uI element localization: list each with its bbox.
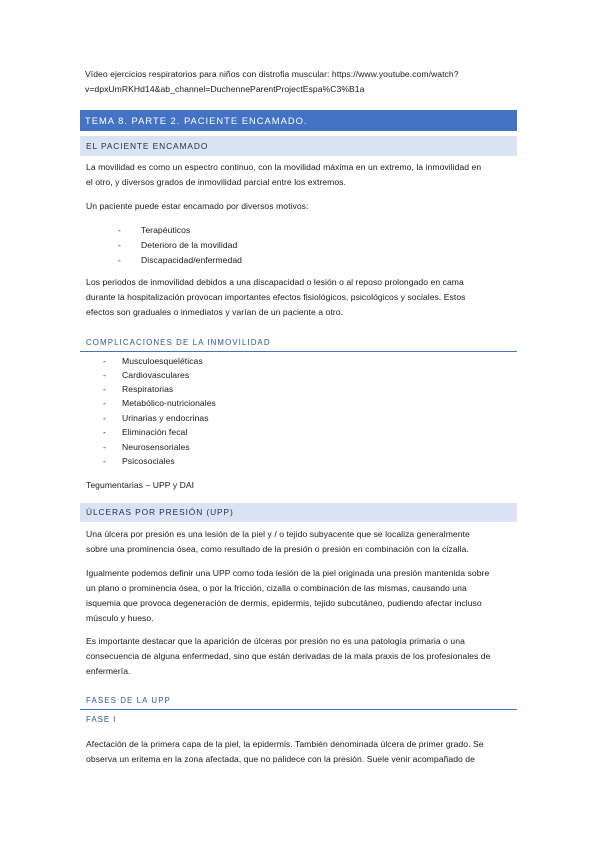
subheading-fase-1: FASE I <box>86 715 117 724</box>
paragraph-motivos-intro: Un paciente puede estar encamado por diversos motivos: <box>86 201 309 211</box>
paragraph-line: Los periodos de inmovilidad debidos a una discapacidad o lesión o al reposo prolongado en cama <box>86 277 464 287</box>
paragraph-upp-definicion-2 <box>86 566 511 626</box>
list-item-complicacion: - Respiratorias <box>122 382 173 397</box>
section-heading-encamado: EL PACIENTE ENCAMADO <box>80 136 517 156</box>
paragraph-upp-importancia <box>86 634 511 679</box>
intro-line-1[interactable]: Vídeo ejercicios respiratorios para niños con distrofia muscular: https://www.youtube.com/watch? <box>85 69 459 79</box>
tegumentarias-line: Tegumentarias – UPP y DAI <box>86 480 195 490</box>
intro-line-2[interactable]: v=dpxUmRKHd14&ab_channel=DuchenneParentProjectEspa%C3%B1a <box>85 84 365 94</box>
paragraph-line: efectos son graduales o inmediatos y varían de un paciente a otro. <box>86 307 343 317</box>
section-heading-fases: FASES DE LA UPP <box>80 696 517 710</box>
paragraph-line: Igualmente podemos definir una UPP como toda lesión de la piel originada una presión mantenida sobre <box>86 568 490 578</box>
paragraph-fase-1 <box>86 737 511 767</box>
paragraph-movilidad <box>86 160 511 190</box>
list-item-motivo: - Deterioro de la movilidad <box>141 238 237 253</box>
paragraph-line: isquemia que provoca degeneración de dermis, epidermis, tejido subcutáneo, pudiendo afectar incluso <box>86 598 482 608</box>
paragraph-upp-definicion <box>86 527 511 557</box>
tema-heading: TEMA 8. PARTE 2. PACIENTE ENCAMADO. <box>80 110 517 131</box>
paragraph-inmovilidad-efectos <box>86 275 511 320</box>
intro-text <box>85 67 515 97</box>
list-item-motivo: - Terapéuticos <box>141 223 190 238</box>
list-item-complicacion: - Urinarias y endocrinas <box>122 411 209 426</box>
list-item-motivo: - Discapacidad/enfermedad <box>141 253 242 268</box>
list-item-complicacion: - Eliminación fecal <box>122 425 187 440</box>
list-item-complicacion: - Cardiovasculares <box>122 368 189 383</box>
paragraph-line: músculo y hueso. <box>86 613 154 623</box>
paragraph-line: durante la hospitalización provocan importantes efectos fisiológicos, psicológicos y sociales. Estos <box>86 292 466 302</box>
list-item-complicacion: - Metabólico-nutricionales <box>122 396 216 411</box>
paragraph-line: Una úlcera por presión es una lesión de la piel y / o tejido subyacente que se localiza generalmente <box>86 529 470 539</box>
paragraph-line: sobre una prominencia ósea, como resultado de la presión o presión en combinación con la cizalla. <box>86 544 469 554</box>
paragraph-line: La movilidad es como un espectro continuo, con la movilidad máxima en un extremo, la inmovilidad en <box>86 162 482 172</box>
paragraph-line: un plano o prominencia ósea, o por la fricción, cizalla o combinación de las mismas, causando una <box>86 583 467 593</box>
paragraph-line: consecuencia de alguna enfermedad, sino que están derivadas de la mala praxis de los profesionales de <box>86 651 491 661</box>
list-item-complicacion: - Neurosensoriales <box>122 440 190 455</box>
section-heading-upp: ÚLCERAS POR PRESIÓN (UPP) <box>80 503 517 522</box>
list-item-complicacion: - Psicosociales <box>122 454 175 469</box>
paragraph-line: observa un eritema en la zona afectada, que no palidece con la presión. Suele venir acompañado de <box>86 754 475 764</box>
paragraph-line: Es importante destacar que la aparición de úlceras por presión no es una patología primaria o una <box>86 636 465 646</box>
paragraph-line: Afectación de la primera capa de la piel, la epidermis. También denominada úlcera de primer grado. Se <box>86 739 484 749</box>
list-item-complicacion: - Musculoesqueléticas <box>122 354 203 369</box>
paragraph-line: el otro, y diversos grados de inmovilidad parcial entre los extremos. <box>86 177 346 187</box>
section-heading-complicaciones: COMPLICACIONES DE LA INMOVILIDAD <box>80 338 517 352</box>
paragraph-line: enfermería. <box>86 666 131 676</box>
